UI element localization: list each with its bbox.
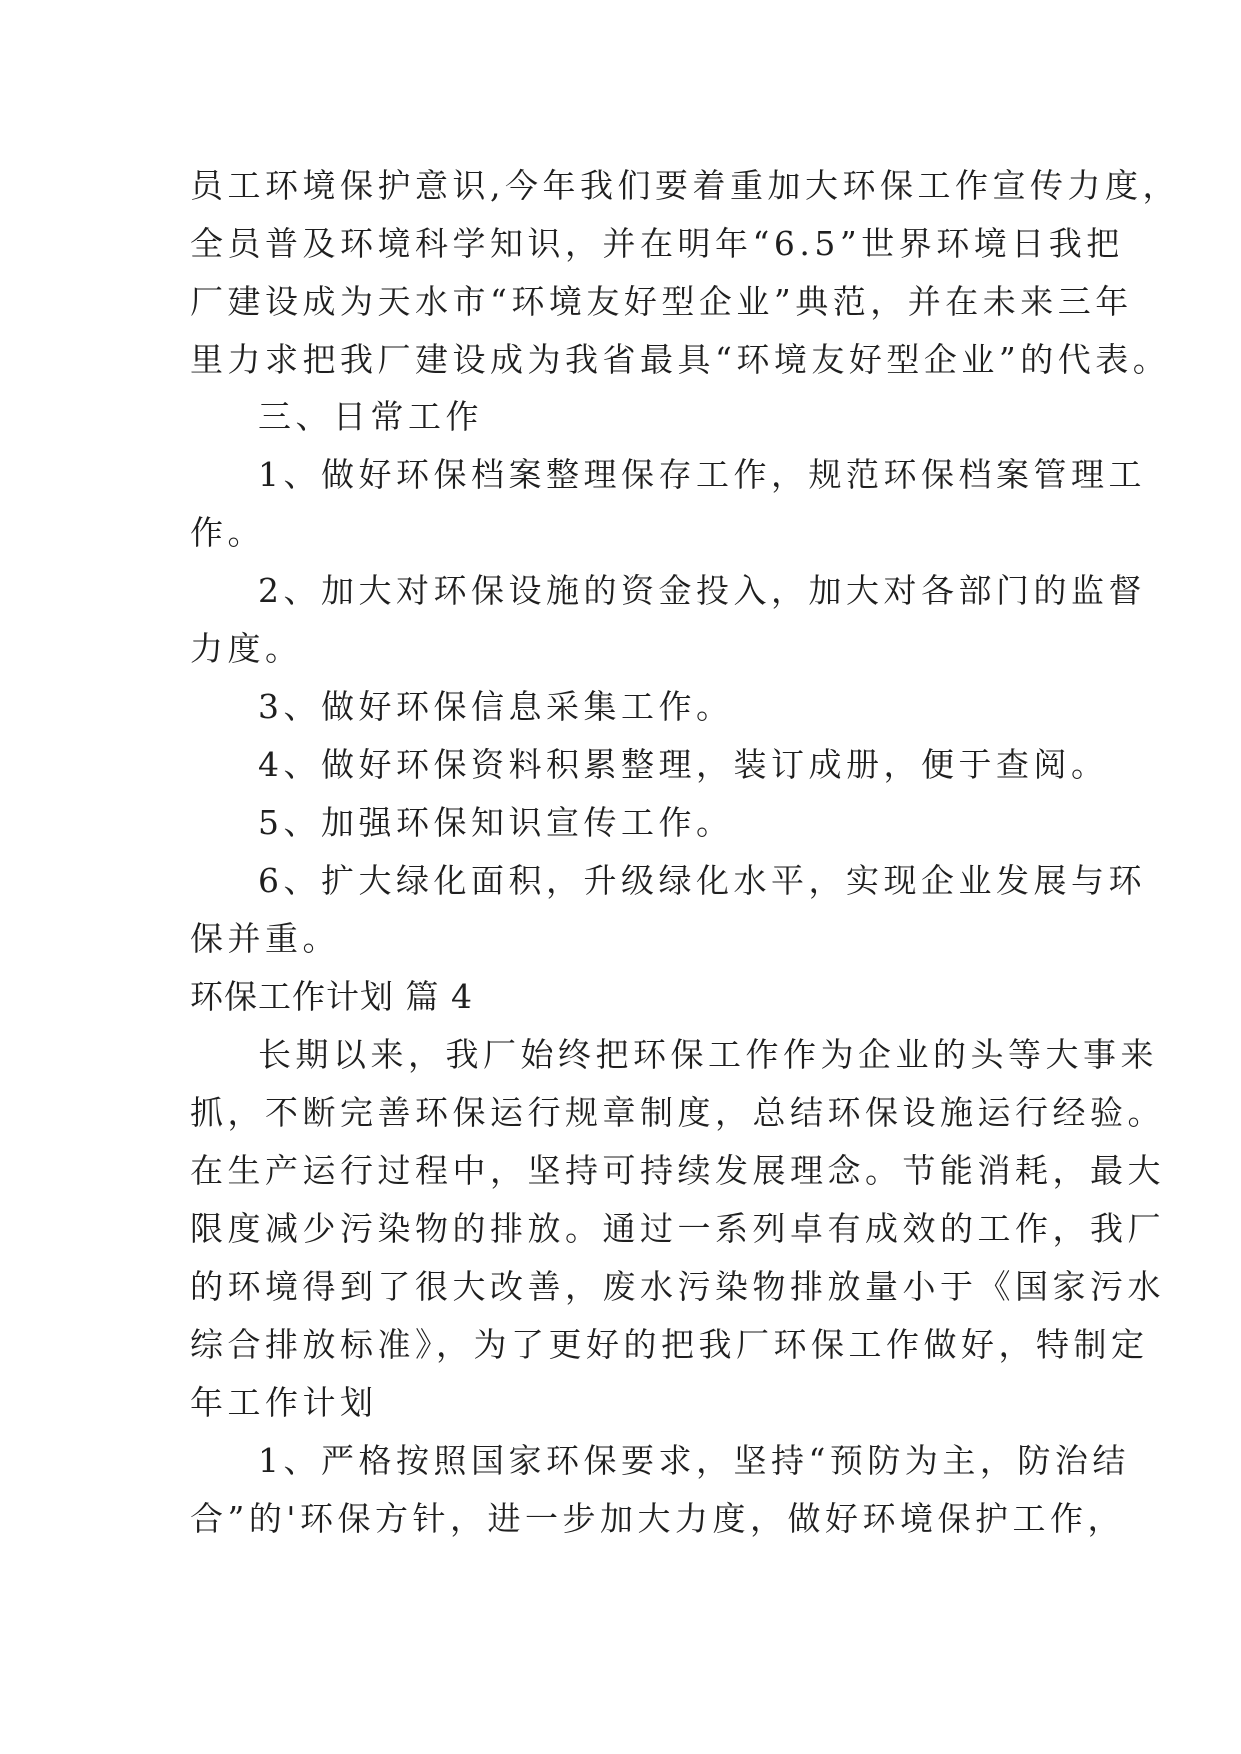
list-item-continuation: 作。 <box>190 513 265 552</box>
paragraph-line: 综合排放标准》，为了更好的把我厂环保工作做好，特制定 <box>190 1325 1149 1364</box>
list-item: 3、做好环保信息采集工作。 <box>258 687 734 726</box>
paragraph-line: 员工环境保护意识,今年我们要着重加大环保工作宣传力度， <box>190 166 1180 205</box>
section-heading: 三、日常工作 <box>258 397 483 436</box>
list-item: 1、做好环保档案整理保存工作，规范环保档案管理工 <box>258 455 1146 494</box>
paragraph-line: 厂建设成为天水市“环境友好型企业”典范，并在未来三年 <box>190 282 1133 321</box>
list-item: 5、加强环保知识宣传工作。 <box>258 803 734 842</box>
paragraph-line: 年工作计划 <box>190 1383 378 1422</box>
paragraph-line: 抓，不断完善环保运行规章制度，总结环保设施运行经验。 <box>190 1093 1165 1132</box>
list-item-continuation: 力度。 <box>190 629 303 668</box>
article-title: 环保工作计划 篇 4 <box>190 977 473 1016</box>
list-item: 4、做好环保资料积累整理，装订成册，便于查阅。 <box>258 745 1109 784</box>
paragraph-line: 限度减少污染物的排放。通过一系列卓有成效的工作，我厂 <box>190 1209 1165 1248</box>
list-item-continuation: 保并重。 <box>190 919 340 958</box>
paragraph-line: 里力求把我厂建设成为我省最具“环境友好型企业”的代表。 <box>190 340 1171 379</box>
paragraph-line: 在生产运行过程中，坚持可持续发展理念。节能消耗，最大 <box>190 1151 1165 1190</box>
list-item: 2、加大对环保设施的资金投入，加大对各部门的监督 <box>258 571 1146 610</box>
paragraph-line: 的环境得到了很大改善，废水污染物排放量小于《国家污水 <box>190 1267 1165 1306</box>
list-item-continuation: 合”的'环保方针，进一步加大力度，做好环境保护工作， <box>190 1499 1125 1538</box>
paragraph-line: 长期以来，我厂始终把环保工作作为企业的头等大事来 <box>258 1035 1158 1074</box>
list-item: 6、扩大绿化面积，升级绿化水平，实现企业发展与环 <box>258 861 1146 900</box>
list-item: 1、严格按照国家环保要求，坚持“预防为主，防治结 <box>258 1441 1130 1480</box>
paragraph-line: 全员普及环境科学知识，并在明年“6.5”世界环境日我把 <box>190 224 1124 263</box>
